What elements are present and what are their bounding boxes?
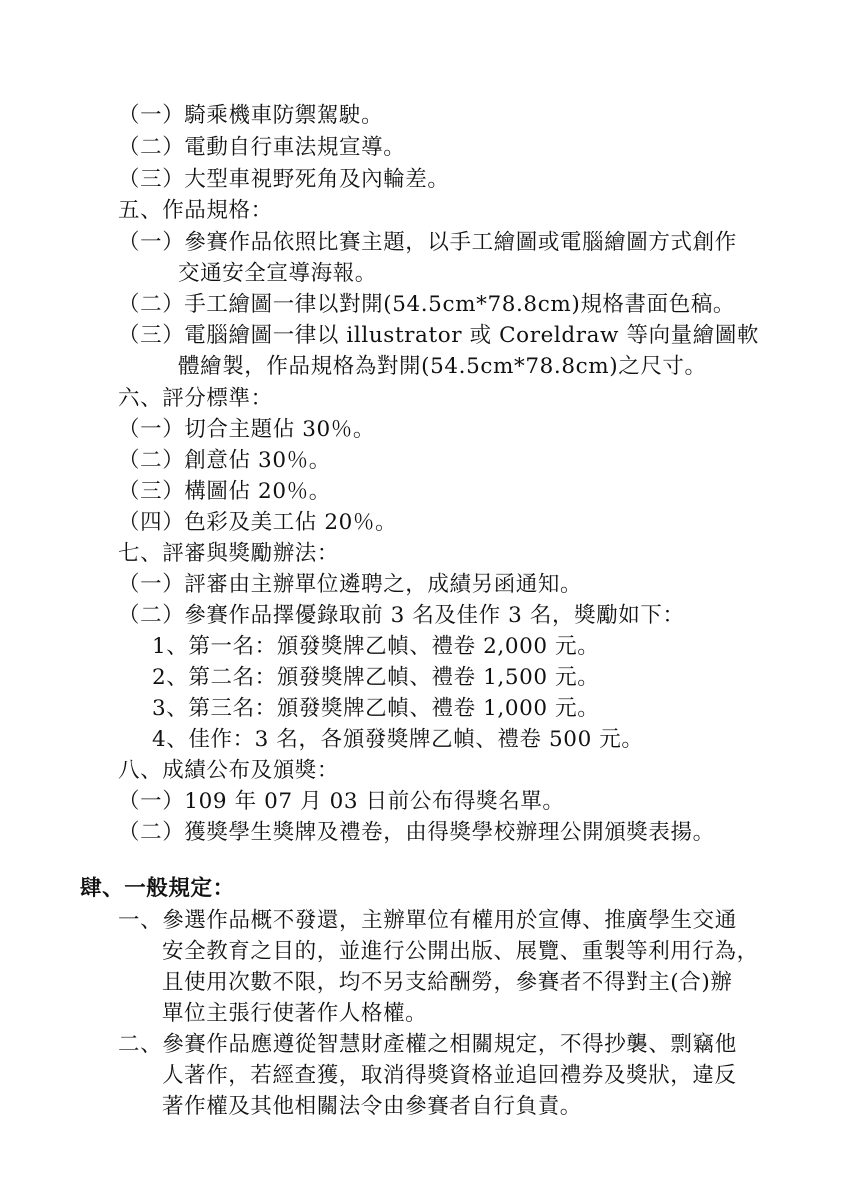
scoring-item-4: （四）色彩及美工佔 20％。 — [118, 510, 398, 535]
scoring-item-2: （二）創意佔 30％。 — [118, 448, 331, 473]
topic-item-2: （二）電動自行車法規宣導。 — [118, 135, 406, 160]
rule-2-cont-1: 人著作，若經查獲，取消得獎資格並追回禮券及獎狀，違反 — [162, 1063, 737, 1088]
spec-item-1: （一）參賽作品依照比賽主題，以手工繪圖或電腦繪圖方式創作 — [118, 230, 737, 255]
prize-second: 2、第二名：頒發獎牌乙幀、禮卷 1,500 元。 — [152, 665, 600, 690]
section-heading-awards: 七、評審與獎勵辦法： — [118, 541, 340, 566]
topic-item-1: （一）騎乘機車防禦駕駛。 — [118, 103, 384, 128]
rule-2-cont-2: 著作權及其他相關法令由參賽者自行負責。 — [162, 1094, 582, 1119]
scoring-item-1: （一）切合主題佔 30％。 — [118, 417, 375, 442]
prize-third: 3、第三名：頒發獎牌乙幀、禮卷 1,000 元。 — [152, 696, 600, 721]
rule-1: 一、參選作品概不發還，主辦單位有權用於宣傳、推廣學生交通 — [118, 908, 737, 933]
spec-item-1-cont: 交通安全宣導海報。 — [178, 261, 377, 286]
topic-item-3: （三）大型車視野死角及內輪差。 — [118, 167, 450, 192]
scoring-item-3: （三）構圖佔 20％。 — [118, 479, 331, 504]
section-heading-specs: 五、作品規格： — [118, 198, 273, 223]
results-item-1: （一）109 年 07 月 03 日前公布得獎名單。 — [118, 789, 565, 814]
awards-item-2: （二）參賽作品擇優錄取前 3 名及佳作 3 名，獎勵如下： — [118, 603, 685, 628]
section-heading-scoring: 六、評分標準： — [118, 386, 273, 411]
rule-1-cont-2: 且使用次數不限，均不另支給酬勞，參賽者不得對主(合)辦 — [162, 970, 733, 995]
section-heading-results: 八、成績公布及頒獎： — [118, 758, 340, 783]
spec-item-3-cont: 體繪製，作品規格為對開(54.5cm*78.8cm)之尺寸。 — [178, 354, 707, 379]
prize-honorable: 4、佳作：3 名，各頒發獎牌乙幀、禮卷 500 元。 — [152, 727, 644, 752]
results-item-2: （二）獲獎學生獎牌及禮卷，由得獎學校辦理公開頒獎表揚。 — [118, 820, 715, 845]
spec-item-2: （二）手工繪圖一律以對開(54.5cm*78.8cm)規格書面色稿。 — [118, 292, 736, 317]
awards-item-1: （一）評審由主辦單位遴聘之，成績另函通知。 — [118, 572, 583, 597]
rule-1-cont-1: 安全教育之目的，並進行公開出版、展覽、重製等利用行為， — [162, 939, 759, 964]
chapter-heading-general: 肆、一般規定： — [80, 876, 235, 901]
prize-first: 1、第一名：頒發獎牌乙幀、禮卷 2,000 元。 — [152, 634, 600, 659]
rule-1-cont-3: 單位主張行使著作人格權。 — [162, 1001, 428, 1026]
spec-item-3: （三）電腦繪圖一律以 illustrator 或 Coreldraw 等向量繪圖軟 — [118, 323, 760, 348]
rule-2: 二、參賽作品應遵從智慧財產權之相關規定，不得抄襲、剽竊他 — [118, 1032, 737, 1057]
